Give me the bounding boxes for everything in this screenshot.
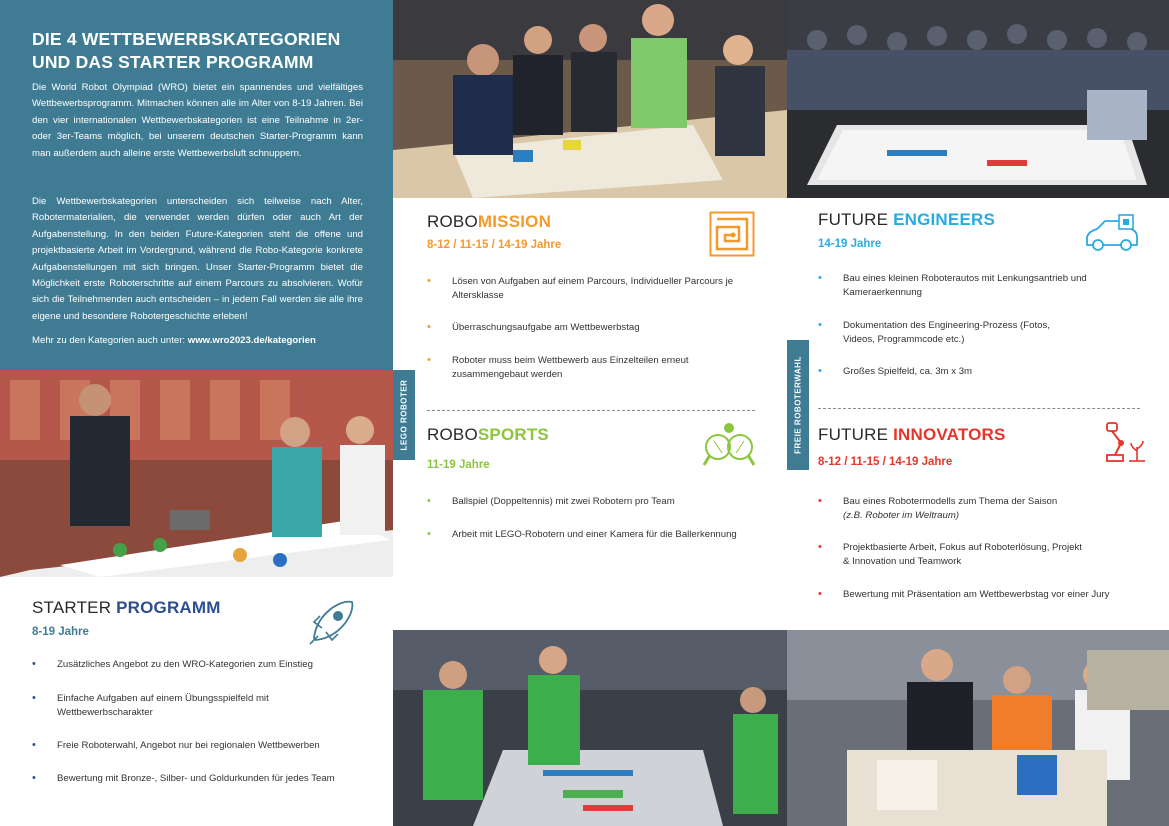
future-innovators-list <box>818 495 1138 522</box>
future-engineers-title-pre: FUTURE <box>818 210 894 229</box>
photo-innovators-kids <box>787 630 1169 826</box>
robomission-list-3 <box>427 354 727 381</box>
future-engineers-bullet-1 <box>818 272 1138 299</box>
maze-icon <box>709 211 755 257</box>
table-tennis-icon <box>701 421 757 469</box>
robosports-bullet-1 <box>427 495 767 509</box>
future-innovators-bullet-1 <box>818 495 1138 522</box>
starter-bullet-3-text: Freie Roboterwahl, Angebot nur bei regionalen Wettbewerben <box>57 740 320 751</box>
intro-title-line1: DIE 4 WETTBEWERBSKATEGORIEN <box>32 29 341 49</box>
future-engineers-bullet-3-text: Großes Spielfeld, ca. 3m x 3m <box>843 366 973 377</box>
future-innovators-bullet-2-text: Projektbasierte Arbeit, Fokus auf Roboterlösung, Projekt & Innovation und Teamwork <box>843 542 1082 567</box>
future-divider <box>818 408 1140 409</box>
future-innovators-age: 8-12 / 11-15 / 14-19 Jahre <box>818 456 953 468</box>
future-engineers-age: 14-19 Jahre <box>818 238 882 250</box>
starter-bullet-2 <box>32 692 332 719</box>
future-engineers-bullet-2-text: Dokumentation des Engineering-Prozess (Fotos, Videos, Programmcode etc.) <box>843 320 1050 345</box>
future-innovators-title-main: INNOVATORS <box>893 425 1006 444</box>
robomission-bullet-3-text: Roboter muss beim Wettbewerb aus Einzelteilen erneut zusammengebaut werden <box>452 355 689 380</box>
side-tab-frei-label: FREIE ROBOTERWAHL <box>793 356 803 454</box>
robomission-title-main: MISSION <box>477 212 552 231</box>
future-engineers-bullet-2 <box>818 319 1078 346</box>
kategorien-link[interactable]: www.wro2023.de/kategorien <box>187 335 316 346</box>
robomission-title <box>427 212 551 232</box>
future-engineers-title-main: ENGINEERS <box>893 210 995 229</box>
robomission-age: 8-12 / 11-15 / 14-19 Jahre <box>427 239 562 251</box>
starter-list-4 <box>32 772 372 786</box>
photo-starter-kids <box>0 370 393 577</box>
future-engineers-bullet-1-text: Bau eines kleinen Roboterautos mit Lenkungsantrieb und Kameraerkennung <box>843 273 1087 298</box>
future-engineers-list-3 <box>818 365 1138 379</box>
future-engineers-title <box>818 210 995 230</box>
starter-bullet-4-text: Bewertung mit Bronze-, Silber- und Goldurkunden für jedes Team <box>57 773 335 784</box>
robomission-bullet-2 <box>427 321 747 335</box>
robomission-list <box>427 275 747 302</box>
robot-arm-icon <box>1101 421 1149 465</box>
robosports-title-pre: ROBO <box>427 425 478 444</box>
robosports-list <box>427 495 767 509</box>
future-engineers-list <box>818 272 1138 299</box>
photo-robosports-referees <box>393 630 787 826</box>
robo-divider <box>427 410 755 411</box>
starter-bullet-1-text: Zusätzliches Angebot zu den WRO-Kategorien zum Einstieg <box>57 659 313 670</box>
starter-title-main: PROGRAMM <box>116 598 221 617</box>
side-tab-freie-roboterwahl <box>787 340 809 470</box>
robomission-bullet-2-text: Überraschungsaufgabe am Wettbewerbstag <box>452 322 640 333</box>
robomission-bullet-1-text: Lösen von Aufgaben auf einem Parcours, Individueller Parcours je Altersklasse <box>452 276 734 301</box>
more-info-label: Mehr zu den Kategorien auch unter: <box>32 335 188 346</box>
intro-panel <box>0 0 393 370</box>
robosports-age: 11-19 Jahre <box>427 459 490 471</box>
robosports-title <box>427 425 549 445</box>
starter-age: 8-19 Jahre <box>32 626 89 638</box>
starter-bullet-3 <box>32 739 362 753</box>
future-innovators-list-2 <box>818 541 1088 568</box>
intro-title <box>32 28 372 74</box>
future-innovators-list-3 <box>818 588 1148 602</box>
robomission-list-2 <box>427 321 747 335</box>
robosports-bullet-2-text: Arbeit mit LEGO-Robotern und einer Kamera für die Ballerkennung <box>452 529 737 540</box>
future-innovators-bullet-2 <box>818 541 1088 568</box>
photo-crowd-arena <box>787 0 1169 198</box>
robosports-list-2 <box>427 528 767 542</box>
starter-list-2 <box>32 692 332 719</box>
photo-robomission-kids <box>393 0 787 198</box>
robomission-bullet-1 <box>427 275 747 302</box>
intro-more-info <box>32 333 316 349</box>
starter-bullet-2-text: Einfache Aufgaben auf einem Übungsspielfeld mit Wettbewerbscharakter <box>57 693 269 718</box>
future-innovators-title <box>818 425 1006 445</box>
future-innovators-bullet-3-text: Bewertung mit Präsentation am Wettbewerbstag vor einer Jury <box>843 589 1110 600</box>
robosports-title-main: SPORTS <box>477 425 549 444</box>
future-engineers-list-2 <box>818 319 1078 346</box>
robosports-bullet-2 <box>427 528 767 542</box>
intro-paragraph-2: Die Wettbewerbskategorien unterscheiden sich teilweise nach Alter, Robotermaterialien, die verwendet werden dürfen oder auch Art der Aufgabenstellung. In den beiden Future-Kategorien steht die offene und projektbasierte Arbeit im Vordergrund, während die Robo-Kategorie konkrete Aufgabenstellungen mit sich bringen. Unser Starter-Programm bietet die Möglichkeit erste Roboterschritte auf einem Parcours zu absolvieren. Wofür sich die Teilnehmenden auch entscheiden – in jedem Fall werden sie alle ihre eigene und besondere Robotergeschichte erleben! <box>32 196 363 322</box>
side-tab-lego-roboter <box>393 370 415 460</box>
starter-title-pre: STARTER <box>32 598 117 617</box>
robosports-bullet-1-text: Ballspiel (Doppeltennis) mit zwei Robotern pro Team <box>452 496 675 507</box>
future-innovators-bullet-1-text: Bau eines Robotermodells zum Thema der Saison <box>843 496 1058 507</box>
future-engineers-bullet-3 <box>818 365 1138 379</box>
self-driving-car-icon <box>1083 213 1141 253</box>
starter-title <box>32 598 221 618</box>
starter-bullet-1 <box>32 658 362 672</box>
robomission-title-pre: ROBO <box>427 212 478 231</box>
future-innovators-title-pre: FUTURE <box>818 425 894 444</box>
future-innovators-bullet-1-example: (z.B. Roboter im Weltraum) <box>843 509 960 521</box>
future-innovators-bullet-3 <box>818 588 1148 602</box>
side-tab-lego-label: LEGO ROBOTER <box>399 379 409 451</box>
starter-list-3 <box>32 739 362 753</box>
robomission-bullet-3 <box>427 354 727 381</box>
intro-title-line2: UND DAS STARTER PROGRAMM <box>32 52 314 72</box>
starter-list <box>32 658 362 672</box>
intro-paragraph-1: Die World Robot Olympiad (WRO) bietet ein spannendes und vielfältiges Wettbewerbsprogramm. Mitmachen können alle im Alter von 8-19 Jahren. Bei den vier internationalen Wettbewerbskategorien ist eine Teilnahme in 2er- oder 3er-Teams möglich, bei unserem deutschen Starter-Programm kann man außerdem auch alleine erste Wettbewerbsluft schnuppern. <box>32 82 363 159</box>
rocket-icon <box>306 598 356 646</box>
starter-bullet-4 <box>32 772 372 786</box>
